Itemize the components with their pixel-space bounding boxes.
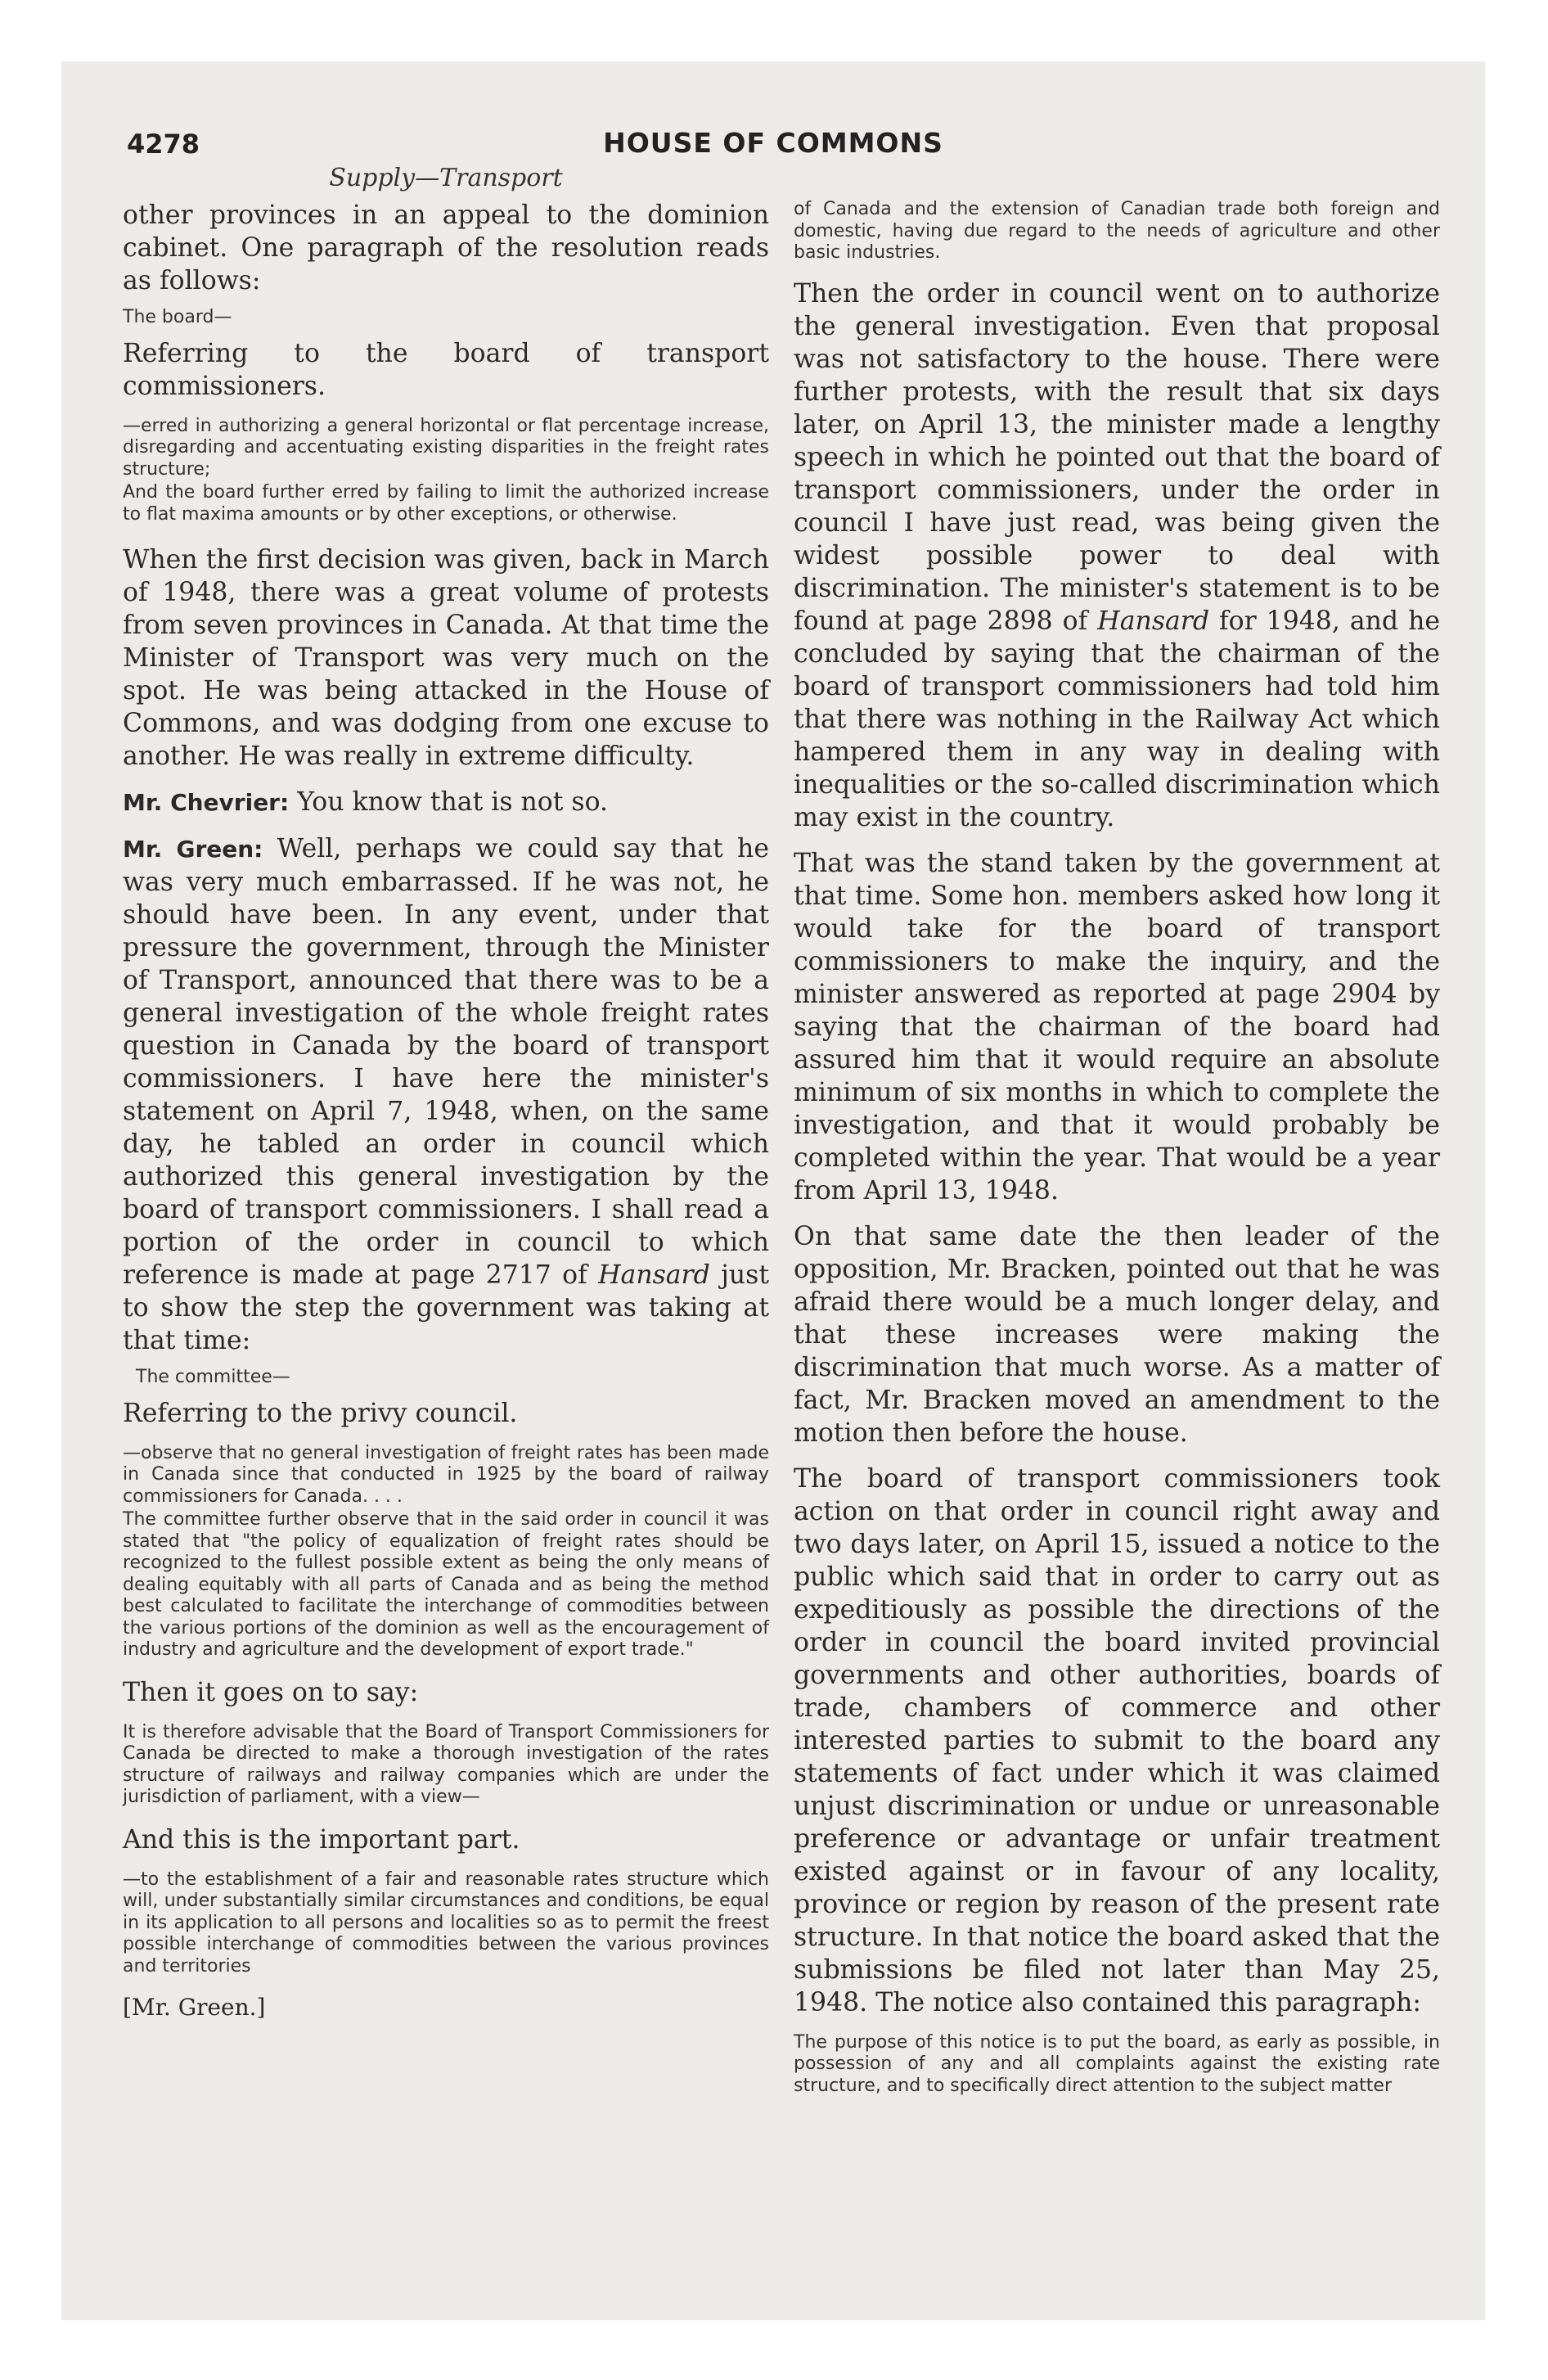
paragraph: The board of transport commissioners took action on that order in council right away and two days later, on April 15, issued a notice to the public which said that in order to carry out as expeditiously as possible the directions of the order in council the board invited provincial governments and other authorities, boards of trade, chambers of commerce and other interested parties to submit to the board any statements of fact under which it was claimed unjust discrimination or undue or unreasonable preference or advantage or unfair treatment existed against or in favour of any locality, province or region by reason of the present rate structure. In that notice the board asked that the submissions be filed not later than May 25, 1948. The notice also contained this paragraph: — [794, 1463, 1440, 2017]
hansard-reference: Hansard — [598, 1260, 710, 1290]
speaker-name: Mr. Chevrier: — [123, 789, 290, 816]
paragraph: That was the stand taken by the government at that time. Some hon. members asked how long it would take for the board of transport commissioners to make the inquiry, and the minister answered as reported at page 2904 by saying that the chairman of the board had assured him that it would require an absolute minimum of six months in which to complete the investigation, and that it would probably be completed within the year. That would be a year from April 13, 1948. — [794, 848, 1440, 1206]
page — [61, 61, 1485, 2320]
quote: The board— — [123, 307, 232, 327]
speech-text: Well, perhaps we could say that he was very much embarrassed. If he was not, he should have been. In any event, under that pressure the government, through the Minister of Transport, announced that there was to be a general investigation of the whole freight rates question in Canada by the board of transport commissioners. I have here the minister's statement on April 7, 1948, when, on the same day, he tabled an order in council which authorized this general investigation by the board of transport commissioners. I shall read a portion of the order in council to which reference is made at page 2717 of — [123, 834, 769, 1290]
paragraph-text: Then the order in council went on to authorize the general investigation. Even that proposal was not satisfactory to the house. There were further protests, with the result that six days later, on April 13, the minister made a lengthy speech in which he pointed out that the board of transport commissioners, under the order in council I have just read, was being given the widest possible power to deal with discrimination. The minister's statement is to be found at page 2898 of — [794, 278, 1440, 636]
quote: It is therefore advisable that the Board of Transport Commissioners for Canada be directed to make a thorough investigation of the rates structure of railways and railway companies which are under the jurisdiction of parliament, with a view— — [123, 1721, 769, 1807]
speech — [123, 786, 769, 819]
left-column — [123, 199, 769, 2021]
quote: —erred in authorizing a general horizontal or flat percentage increase, disregarding and accentuating existing disparities in the freight rates structure; — [123, 415, 769, 480]
quote: The committee— — [136, 1367, 290, 1387]
quote: The committee further observe that in the said order in council it was stated that "the policy of equalization of freight rates should be recognized to the fullest possible extent as being the only means of dealing equitably with all parts of Canada and as being the method best calculated to facilitate the interchange of commodities between the various portions of the dominion as well as the encouragement of industry and agriculture and the development of export trade." — [123, 1509, 769, 1660]
quote: —observe that no general investigation of freight rates has been made in Canada since that conducted in 1925 by the board of railway commissioners for Canada. . . . — [123, 1442, 769, 1507]
speaker-name: Mr. Green: — [123, 836, 263, 863]
speaker-footer: [Mr. Green.] — [123, 1994, 266, 2021]
paragraph: Then it goes on to say: — [123, 1677, 419, 1707]
paragraph: other provinces in an appeal to the dominion cabinet. One paragraph of the resolution reads as follows: — [123, 201, 769, 295]
hansard-reference: Hansard — [1097, 606, 1210, 636]
paragraph: When the first decision was given, back in March of 1948, there was a great volume of protests from seven provinces in Canada. At that time the Minister of Transport was very much on the spot. He was being attacked in the House of Commons, and was dodging from one excuse to another. He was really in extreme difficulty. — [123, 545, 769, 771]
right-column — [794, 199, 1440, 2105]
section-title: Supply—Transport — [329, 164, 563, 192]
speech-text: You know that is not so. — [289, 787, 609, 817]
quote: The purpose of this notice is to put the board, as early as possible, in possession of any and all complaints against the existing rate structure, and to specifically direct attention to the subject matter — [794, 2031, 1440, 2096]
paragraph: And this is the important part. — [123, 1824, 520, 1855]
running-head: HOUSE OF COMMONS — [603, 127, 943, 159]
paragraph — [794, 277, 1440, 834]
page-number: 4278 — [127, 128, 200, 160]
speech-text: just to show the step the government was taking at that time: — [123, 1260, 769, 1355]
quote: of Canada and the extension of Canadian trade both foreign and domestic, having due regard to the needs of agriculture and other basic industries. — [794, 199, 1440, 263]
paragraph: Referring to the board of transport commissioners. — [123, 338, 769, 401]
paragraph-text: for 1948, and he concluded by saying that the chairman of the board of transport commissioners had told him that there was nothing in the Railway Act which hampered them in any way in dealing with inequalities or the so-called discrimination which may exist in the country. — [794, 606, 1440, 832]
paragraph: Referring to the privy council. — [123, 1398, 518, 1428]
speech — [123, 832, 769, 1357]
quote: —to the establishment of a fair and reasonable rates structure which will, under substantially similar circumstances and conditions, be equal in its application to all persons and localities so as to permit the freest possible interchange of commodities between the various provinces and territories — [123, 1868, 769, 1977]
quote: And the board further erred by failing to limit the authorized increase to flat maxima amounts or by other exceptions, or otherwise. — [123, 482, 769, 525]
paragraph: On that same date the then leader of the opposition, Mr. Bracken, pointed out that he was afraid there would be a much longer delay, and that these increases were making the discrimination that much worse. As a matter of fact, Mr. Bracken moved an amendment to the motion then before the house. — [794, 1221, 1440, 1448]
